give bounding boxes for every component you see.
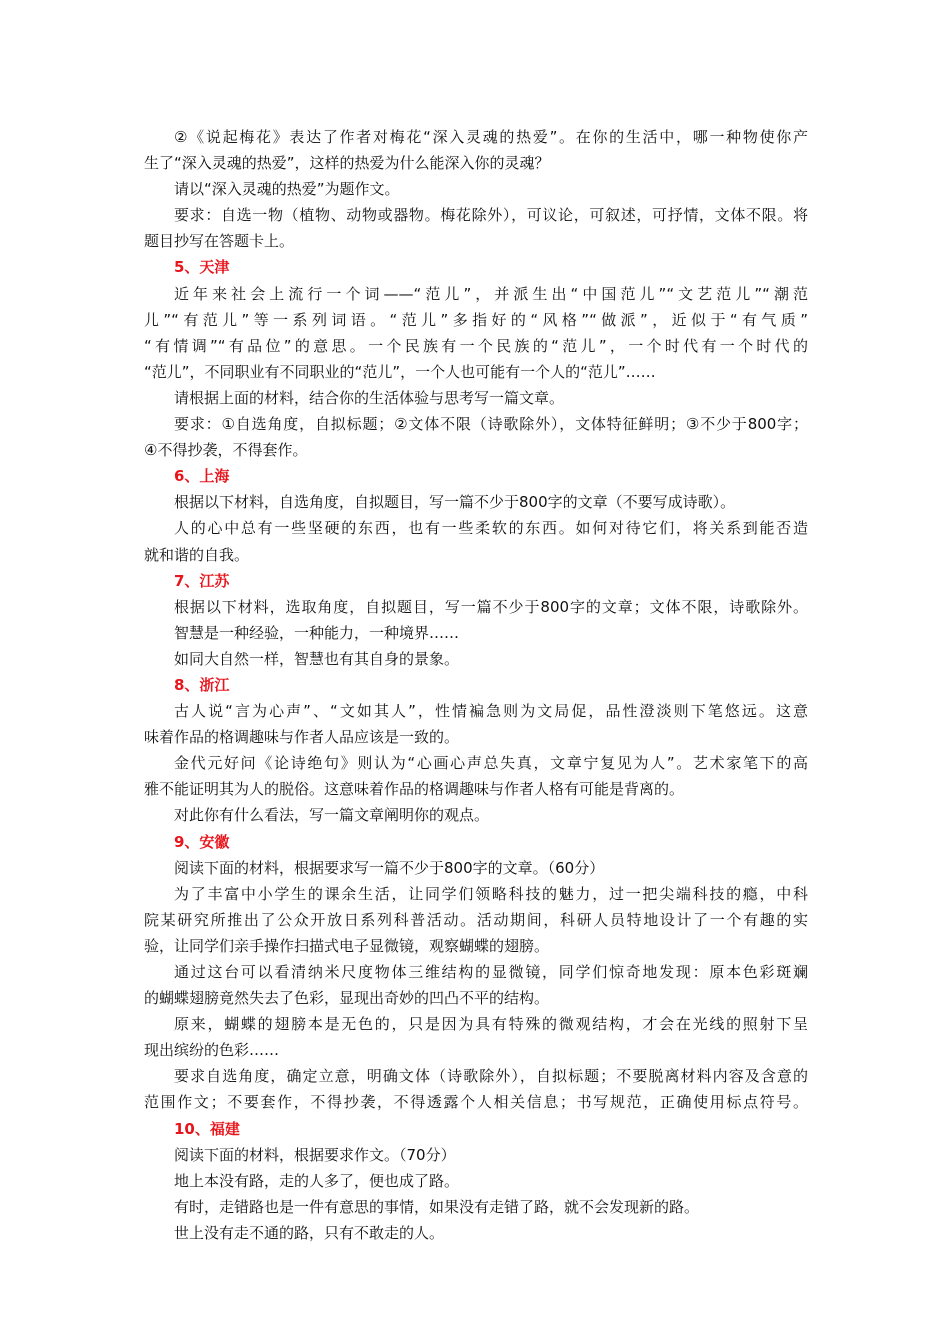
paragraph-line: 金代元好问《论诗绝句》则认为“心画心声总失真，文章宁复见为人”。艺术家笔下的高	[174, 754, 808, 773]
paragraph-line: 通过这台可以看清纳米尺度物体三维结构的显微镜，同学们惊奇地发现：原本色彩斑斓	[174, 963, 808, 981]
paragraph-line: 验，让同学们亲手操作扫描式电子显微镜，观察蝴蝶的翅膀。	[144, 936, 550, 955]
paragraph-line: “有情调”“有品位”的意思。一个民族有一个民族的“范儿”，一个时代有一个时代的	[144, 336, 808, 355]
paragraph-line: 现出缤纷的色彩……	[144, 1041, 280, 1060]
section-jiangsu	[144, 568, 824, 672]
paragraph-line: 根据以下材料，选取角度，自拟题目，写一篇不少于800字的文章；文体不限，诗歌除外。	[174, 597, 808, 616]
paragraph-line: 雅不能证明其为人的脱俗。这意味着作品的格调趣味与作者人格有可能是背离的。	[144, 780, 685, 799]
section-anhui	[144, 829, 824, 1116]
paragraph-line: 近年来社会上流行一个词——“范儿”，并派生出“中国范儿”“文艺范儿”“潮范	[174, 284, 808, 303]
paragraph-line: 要求：自选一物（植物、动物或器物。梅花除外），可议论，可叙述，可抒情，文体不限。将	[174, 206, 808, 225]
paragraph-line: 的蝴蝶翅膀竟然失去了色彩，显现出奇妙的凹凸不平的结构。	[144, 989, 550, 1008]
paragraph-line: 世上没有走不通的路，只有不敢走的人。	[174, 1223, 445, 1242]
paragraph-line: 阅读下面的材料，根据要求作文。（70分）	[174, 1145, 456, 1164]
paragraph-line: 原来，蝴蝶的翅膀本是无色的，只是因为具有特殊的微观结构，才会在光线的照射下呈	[174, 1015, 808, 1034]
section-heading: 10、福建	[174, 1119, 240, 1138]
paragraph-line: 要求自选角度，确定立意，明确文体（诗歌除外），自拟标题；不要脱离材料内容及含意的	[174, 1067, 808, 1086]
section-heading: 5、天津	[174, 258, 230, 277]
paragraph-line: 根据以下材料，自选角度，自拟题目，写一篇不少于800字的文章（不要写成诗歌）。	[174, 493, 736, 512]
paragraph-line: ④不得抄袭，不得套作。	[144, 441, 308, 460]
paragraph-line: 要求：①自选角度，自拟标题；②文体不限（诗歌除外），文体特征鲜明；③不少于800字；	[174, 415, 808, 434]
paragraph-line: 对此你有什么看法，写一篇文章阐明你的观点。	[174, 806, 490, 825]
paragraph-line: 智慧是一种经验，一种能力，一种境界……	[174, 623, 460, 642]
paragraph-line: 为了丰富中小学生的课余生活，让同学们领略科技的魅力，过一把尖端科技的瘾，中科	[174, 884, 808, 903]
section-heading: 6、上海	[174, 467, 230, 486]
section-zhejiang	[144, 672, 824, 829]
paragraph-line: 人的心中总有一些坚硬的东西，也有一些柔软的东西。如何对待它们，将关系到能否造	[174, 519, 808, 538]
section-intro	[144, 124, 824, 254]
paragraph-line: 阅读下面的材料，根据要求写一篇不少于800字的文章。（60分）	[174, 858, 605, 877]
paragraph-line: 院某研究所推出了公众开放日系列科普活动。活动期间，科研人员特地设计了一个有趣的实	[144, 910, 808, 929]
paragraph-line: 请根据上面的材料，结合你的生活体验与思考写一篇文章。	[174, 388, 565, 407]
paragraph-line: “范儿”，不同职业有不同职业的“范儿”，一个人也可能有一个人的“范儿”……	[144, 362, 656, 381]
section-fujian	[144, 1116, 824, 1246]
paragraph-line: 就和谐的自我。	[144, 545, 250, 564]
paragraph-line: 古人说“言为心声”、“文如其人”，性情褊急则为文局促，品性澄淡则下笔悠远。这意	[174, 702, 808, 721]
section-heading: 8、浙江	[174, 675, 230, 694]
paragraph-line: ②《说起梅花》表达了作者对梅花“深入灵魂的热爱”。在你的生活中，哪一种物使你产	[174, 128, 808, 146]
document-page	[144, 124, 824, 1246]
section-tianjin	[144, 254, 824, 463]
paragraph-line: 地上本没有路，走的人多了，便也成了路。	[174, 1171, 460, 1190]
section-heading: 7、江苏	[174, 571, 230, 590]
paragraph-line: 儿”“有范儿”等一系列词语。“范儿”多指好的“风格”“做派”，近似于“有气质”	[144, 310, 808, 329]
paragraph-line: 如同大自然一样，智慧也有其自身的景象。	[174, 649, 460, 668]
paragraph-line: 味着作品的格调趣味与作者人品应该是一致的。	[144, 728, 460, 747]
paragraph-line: 有时，走错路也是一件有意思的事情，如果没有走错了路，就不会发现新的路。	[174, 1197, 700, 1216]
section-heading: 9、安徽	[174, 832, 230, 851]
paragraph-line: 生了“深入灵魂的热爱”，这样的热爱为什么能深入你的灵魂？	[144, 154, 550, 173]
paragraph-line: 范围作文；不要套作，不得抄袭，不得透露个人相关信息；书写规范，正确使用标点符号。	[144, 1093, 808, 1112]
section-shanghai	[144, 463, 824, 567]
paragraph-line: 题目抄写在答题卡上。	[144, 232, 295, 251]
paragraph-line: 请以“深入灵魂的热爱”为题作文。	[174, 180, 400, 199]
